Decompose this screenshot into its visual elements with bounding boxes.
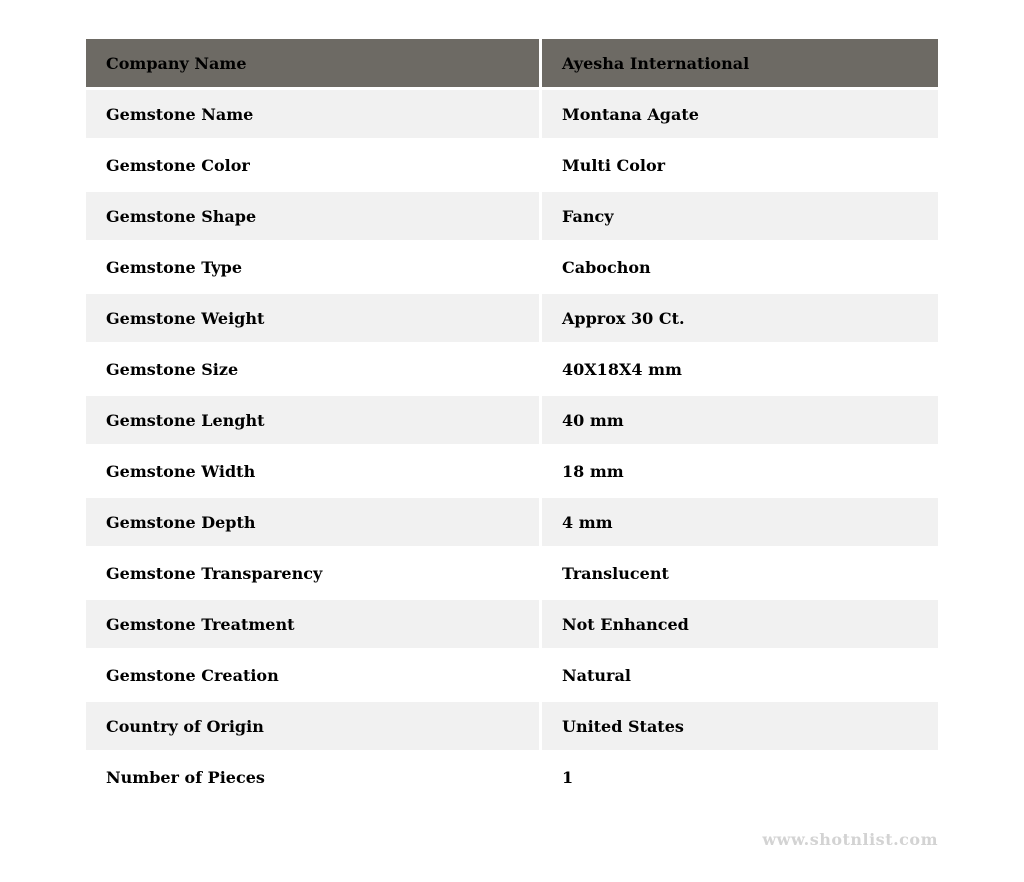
spec-label: Country of Origin (86, 702, 539, 750)
spec-row-gemstone-weight (86, 294, 938, 342)
spec-value: 40 mm (542, 396, 938, 444)
spec-row-gemstone-size (86, 345, 938, 393)
spec-value: Translucent (542, 549, 938, 597)
spec-label: Gemstone Creation (86, 651, 539, 699)
spec-label: Gemstone Treatment (86, 600, 539, 648)
spec-value: 40X18X4 mm (542, 345, 938, 393)
spec-value: 18 mm (542, 447, 938, 495)
spec-row-gemstone-name (86, 90, 938, 138)
site-watermark: www.shotnlist.com (762, 830, 938, 849)
spec-value: Cabochon (542, 243, 938, 291)
spec-row-gemstone-lenght (86, 396, 938, 444)
spec-label: Gemstone Transparency (86, 549, 539, 597)
spec-label: Gemstone Depth (86, 498, 539, 546)
spec-label: Gemstone Weight (86, 294, 539, 342)
spec-value: Approx 30 Ct. (542, 294, 938, 342)
spec-value: 1 (542, 753, 938, 801)
spec-label: Number of Pieces (86, 753, 539, 801)
spec-label: Gemstone Type (86, 243, 539, 291)
spec-value: United States (542, 702, 938, 750)
spec-label: Gemstone Width (86, 447, 539, 495)
spec-label: Gemstone Name (86, 90, 539, 138)
spec-row-gemstone-treatment (86, 600, 938, 648)
product-spec-table (83, 36, 941, 804)
spec-label: Gemstone Color (86, 141, 539, 189)
spec-value: Not Enhanced (542, 600, 938, 648)
spec-row-gemstone-shape (86, 192, 938, 240)
spec-label: Gemstone Shape (86, 192, 539, 240)
spec-value: Fancy (542, 192, 938, 240)
spec-label: Gemstone Lenght (86, 396, 539, 444)
spec-label: Gemstone Size (86, 345, 539, 393)
spec-row-gemstone-width (86, 447, 938, 495)
spec-value: Multi Color (542, 141, 938, 189)
spec-value: Natural (542, 651, 938, 699)
spec-row-gemstone-color (86, 141, 938, 189)
spec-row-gemstone-transparency (86, 549, 938, 597)
spec-row-country-of-origin (86, 702, 938, 750)
spec-row-number-of-pieces (86, 753, 938, 801)
header-row (86, 39, 938, 87)
spec-row-gemstone-creation (86, 651, 938, 699)
spec-value: 4 mm (542, 498, 938, 546)
spec-row-gemstone-depth (86, 498, 938, 546)
spec-value: Montana Agate (542, 90, 938, 138)
spec-row-gemstone-type (86, 243, 938, 291)
header-label-cell: Company Name (86, 39, 539, 87)
header-value-cell: Ayesha International (542, 39, 938, 87)
